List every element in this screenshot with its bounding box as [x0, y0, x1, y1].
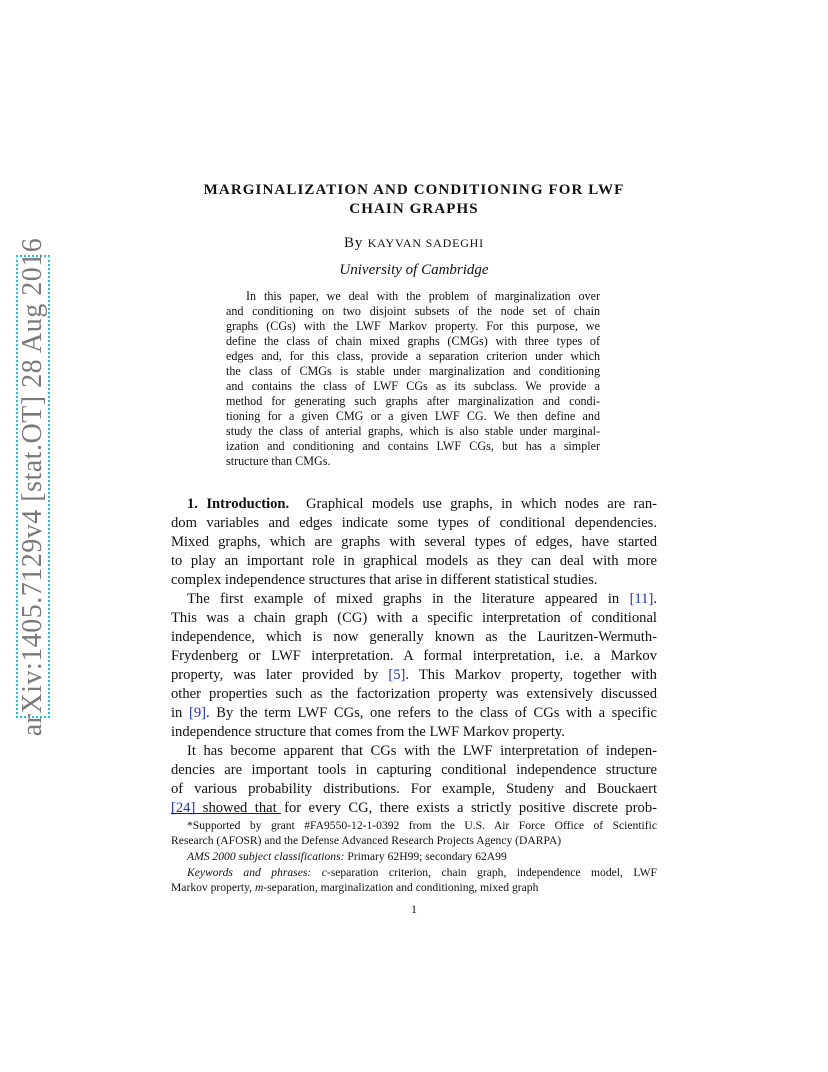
footnote-ams: [171, 849, 657, 864]
arxiv-identifier: arXiv:1405.7129v4 [stat.OT] 28 Aug 2016: [17, 237, 48, 736]
citation-link[interactable]: [5]: [388, 667, 406, 683]
abstract-line: the class of CMGs is stable under marginalization and conditioning: [226, 364, 600, 378]
citation-link[interactable]: [9]: [188, 705, 206, 721]
abstract-line: edges and, for this class, provide a separation criterion under which: [226, 349, 600, 363]
abstract-line: ization and conditioning and contains LWF CGs, but has a simpler: [226, 439, 600, 453]
author-name: KAYVAN SADEGHI: [367, 236, 484, 250]
body-line: It has become apparent that CGs with the LWF interpretation of indepen-: [187, 743, 657, 759]
footnote-support-line: *Supported by grant #FA9550-12-1-0392 from the U.S. Air Force Office of Scientific: [187, 819, 657, 832]
paper-title-line-2: CHAIN GRAPHS: [349, 201, 479, 217]
body-line: independence structure that comes from the LWF Markov property.: [171, 724, 565, 740]
body-line: This was a chain graph (CG) with a specific interpretation of conditional: [171, 610, 657, 626]
body-line: Mixed graphs, which are graphs with several types of edges, have started: [171, 534, 657, 550]
abstract-line: tioning for a given CMG or a given LWF CG. We then define and: [226, 409, 600, 423]
footnote-support-line: Research (AFOSR) and the Defense Advanced Research Projects Agency (DARPA): [171, 834, 562, 847]
author-affiliation: University of Cambridge: [339, 262, 489, 278]
body-line: of various probability distributions. For example, Studeny and Bouckaert: [171, 781, 657, 797]
body-line: to play an important role in graphical models as they can deal with more: [171, 553, 657, 569]
author-prefix: By: [344, 235, 364, 251]
paper-title-line-1: MARGINALIZATION AND CONDITIONING FOR LWF: [203, 182, 625, 198]
body-line: dencies are important tools in capturing conditional independence structure: [171, 762, 657, 778]
abstract-line: structure than CMGs.: [226, 454, 331, 468]
citation-link[interactable]: [11]: [629, 591, 654, 607]
abstract-line: In this paper, we deal with the problem of marginalization over: [246, 289, 600, 303]
ams-label: AMS 2000 subject classifications:: [187, 850, 345, 863]
body-line: in [9]. By the term LWF CGs, one refers to the class of CGs with a specific: [171, 705, 658, 721]
abstract-line: define the class of chain mixed graphs (CMGs) with three types of: [226, 334, 600, 348]
ams-text: Primary 62H99; secondary 62A99: [344, 850, 507, 863]
citation-link[interactable]: [24]: [171, 800, 196, 816]
body-line: independence, which is now generally known as the Lauritzen-Wermuth-: [171, 629, 657, 645]
body-line: Frydenberg or LWF interpretation. A formal interpretation, i.e. a Markov: [171, 648, 657, 664]
abstract-line: and conditioning on two disjoint subsets of the node set of chain: [226, 304, 600, 318]
arxiv-stamp: [16, 237, 50, 736]
abstract-line: method for generating such graphs after marginalization and condi-: [226, 394, 600, 408]
body-line: other properties such as the factorization property was extensively discussed: [171, 686, 657, 702]
abstract-line: graphs (CGs) with the LWF Markov property. For this purpose, we: [226, 319, 600, 333]
section-number: 1.: [187, 496, 198, 512]
body-line: complex independence structures that arise in different statistical studies.: [171, 572, 598, 588]
abstract-line: and contains the class of LWF CGs as its subclass. We provide a: [226, 379, 600, 393]
keywords-label: Keywords and phrases:: [187, 866, 312, 879]
footnote-rule: [171, 813, 281, 814]
body-line: dom variables and edges indicate some types of conditional dependencies.: [171, 515, 657, 531]
footnote-keywords: Markov property, m-separation, marginalization and conditioning, mixed graph: [171, 881, 539, 894]
author-line: [0, 235, 828, 252]
abstract-line: study the class of anterial graphs, which is also stable under marginal-: [226, 424, 600, 438]
page-number: 1: [411, 902, 417, 916]
body-line: The first example of mixed graphs in the literature appeared in [11].: [187, 591, 657, 607]
section-title: Introduction.: [206, 496, 290, 512]
body-line: 1. Introduction. Graphical models use graphs, in which nodes are ran-: [187, 496, 657, 512]
body-line: property, was later provided by [5]. This Markov property, together with: [171, 667, 657, 683]
body-line: [24] showed that for every CG, there exists a strictly positive discrete prob-: [171, 800, 657, 816]
footnote-keywords: Keywords and phrases: c-separation criterion, chain graph, independence model, LWF: [187, 866, 657, 879]
